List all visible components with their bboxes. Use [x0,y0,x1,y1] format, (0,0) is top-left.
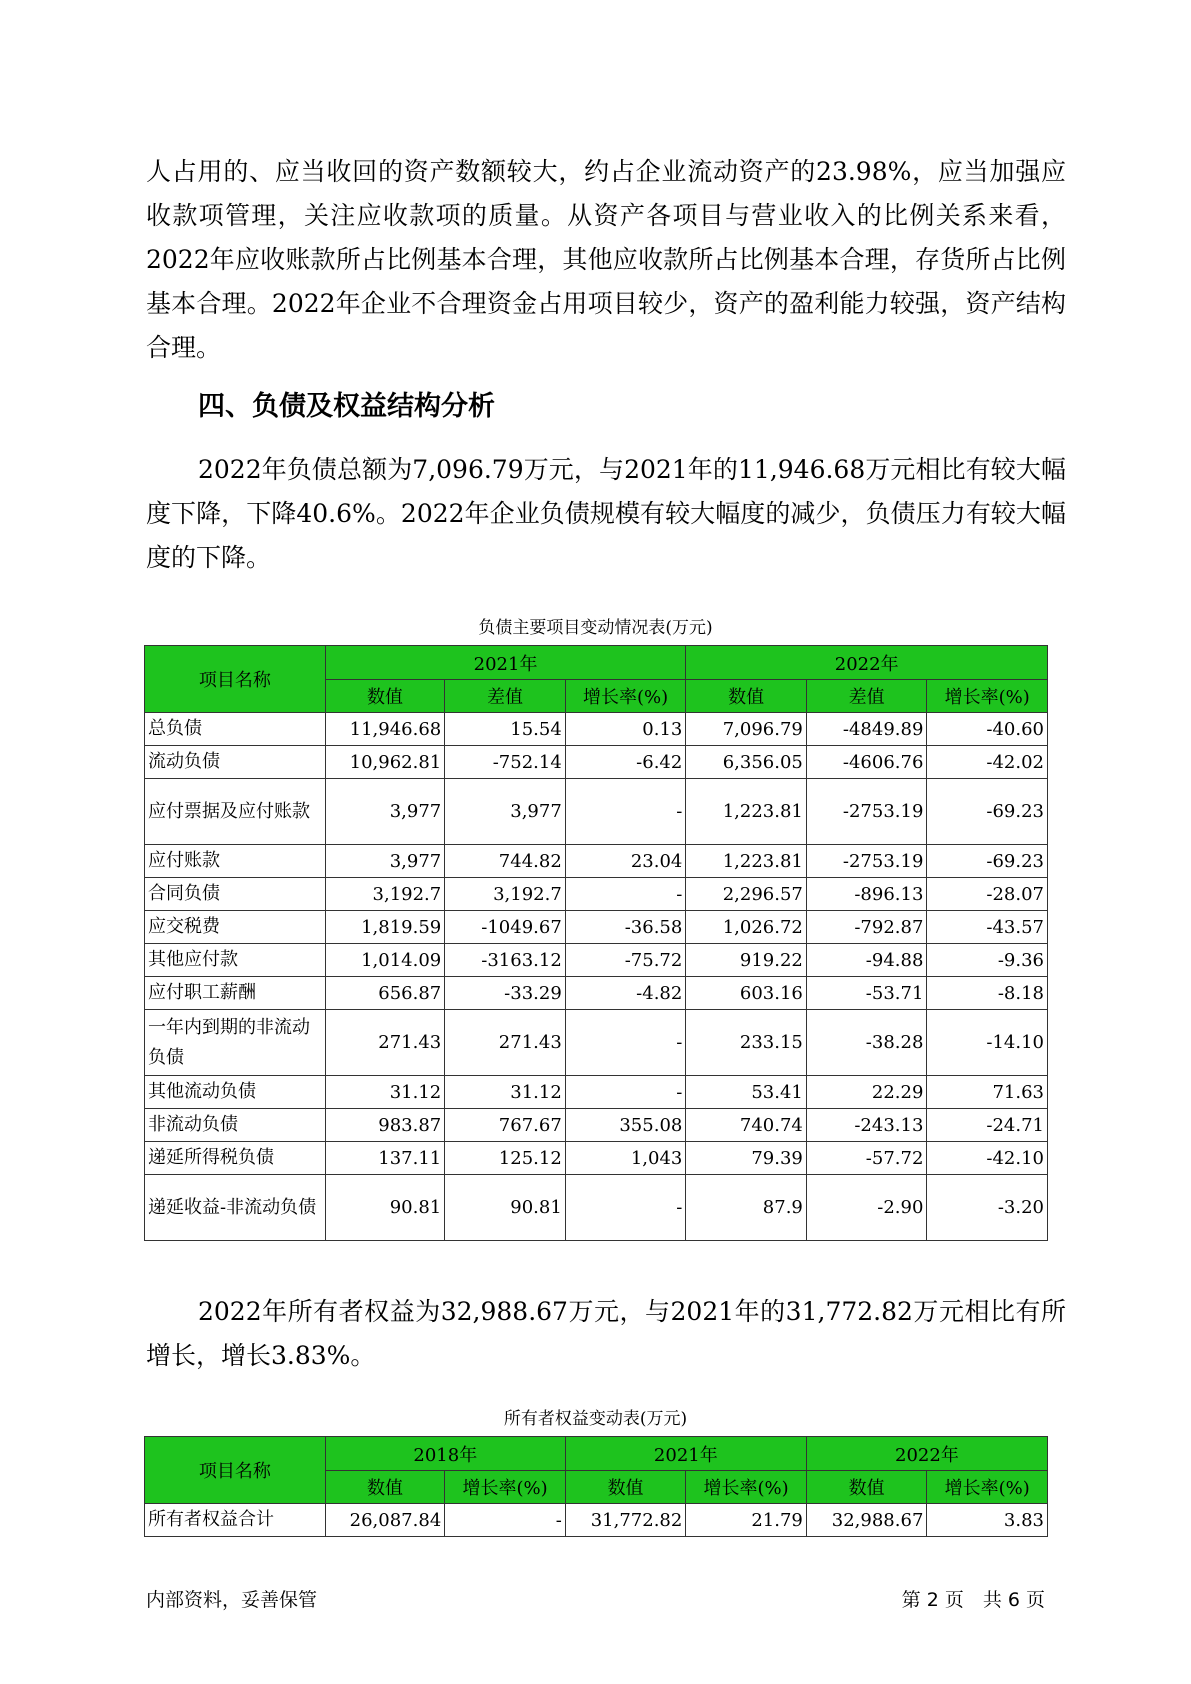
table-cell: -24.71 [927,1109,1048,1142]
table-cell: 6,356.05 [686,746,807,779]
liabilities-table [144,645,1048,1241]
row-label: 其他应付款 [145,944,326,977]
table-cell: 271.43 [445,1010,566,1076]
table-row [145,713,1048,746]
table-cell: 32,988.67 [806,1504,927,1537]
table-cell: -4849.89 [806,713,927,746]
table-cell: 3,977 [325,779,444,845]
subheader-value: 数值 [806,1471,927,1504]
table-row [145,746,1048,779]
subheader-value: 数值 [686,680,807,713]
header-item-name: 项目名称 [145,1437,326,1504]
table-cell: - [445,1504,566,1537]
row-label: 应付票据及应付账款 [145,779,326,845]
table-cell: -42.10 [927,1142,1048,1175]
table-cell: -69.23 [927,779,1048,845]
table-cell: -896.13 [806,878,927,911]
row-label: 合同负债 [145,878,326,911]
row-label: 所有者权益合计 [145,1504,326,1537]
table-cell: 31.12 [325,1076,444,1109]
table-cell: -43.57 [927,911,1048,944]
subheader-diff: 差值 [806,680,927,713]
table-row [145,977,1048,1010]
table-cell: 1,043 [565,1142,686,1175]
table-row [145,1076,1048,1109]
table-cell: 23.04 [565,845,686,878]
table-cell: 31,772.82 [565,1504,686,1537]
table-cell: -1049.67 [445,911,566,944]
table-cell: 21.79 [686,1504,807,1537]
table-cell: 125.12 [445,1142,566,1175]
table-cell: 90.81 [445,1175,566,1241]
table-cell: 26,087.84 [325,1504,444,1537]
table-cell: -2753.19 [806,779,927,845]
table-cell: 744.82 [445,845,566,878]
table-cell: 53.41 [686,1076,807,1109]
table-cell: -33.29 [445,977,566,1010]
table-cell: 0.13 [565,713,686,746]
paragraph-equity: 2022年所有者权益为32,988.67万元，与2021年的31,772.82万元相比有所增长，增长3.83%。 [146,1297,1066,1370]
header-year: 2021年 [565,1437,806,1471]
table-cell: 919.22 [686,944,807,977]
table-cell: 1,026.72 [686,911,807,944]
table-cell: 603.16 [686,977,807,1010]
table-cell: 271.43 [325,1010,444,1076]
section-heading: 四、负债及权益结构分析 [198,391,495,422]
subheader-growth: 增长率(%) [565,680,686,713]
table-cell: -3.20 [927,1175,1048,1241]
table-cell: 355.08 [565,1109,686,1142]
table-row [145,1175,1048,1241]
subheader-growth: 增长率(%) [686,1471,807,1504]
table-cell: -57.72 [806,1142,927,1175]
table-row [145,1504,1048,1537]
table-cell: -2753.19 [806,845,927,878]
row-label: 总负债 [145,713,326,746]
table-cell: 15.54 [445,713,566,746]
table-cell: -14.10 [927,1010,1048,1076]
row-label: 一年内到期的非流动负债 [145,1010,326,1076]
footer-page-number: 第 2 页 共 6 页 [901,1589,1045,1611]
table-cell: -2.90 [806,1175,927,1241]
row-label: 其他流动负债 [145,1076,326,1109]
row-label: 非流动负债 [145,1109,326,1142]
subheader-value: 数值 [325,680,444,713]
table-cell: -4606.76 [806,746,927,779]
table-row [145,845,1048,878]
header-year: 2018年 [325,1437,565,1471]
table-cell: -75.72 [565,944,686,977]
table-cell: 31.12 [445,1076,566,1109]
table-cell: 983.87 [325,1109,444,1142]
paragraph-asset-structure: 人占用的、应当收回的资产数额较大，约占企业流动资产的23.98%，应当加强应收款项管理，关注应收款项的质量。从资产各项目与营业收入的比例关系来看，2022年应收账款所占比例基本合理，其他应收款所占比例基本合理，存货所占比例基本合理。2022年企业不合理资金占用项目较少，资产的盈利能力较强，资产结构合理。 [146,157,1066,362]
table-cell: 137.11 [325,1142,444,1175]
row-label: 应付账款 [145,845,326,878]
table-cell: 1,223.81 [686,779,807,845]
table-cell: 7,096.79 [686,713,807,746]
header-item-name: 项目名称 [145,646,326,713]
table-cell: - [565,779,686,845]
row-label: 应付职工薪酬 [145,977,326,1010]
header-year: 2022年 [806,1437,1047,1471]
table-row [145,779,1048,845]
table-cell: 1,819.59 [325,911,444,944]
table-cell: 2,296.57 [686,878,807,911]
table-cell: -38.28 [806,1010,927,1076]
table-cell: 3,977 [445,779,566,845]
table-row [145,911,1048,944]
subheader-diff: 差值 [445,680,566,713]
table-row [145,1142,1048,1175]
table-cell: -243.13 [806,1109,927,1142]
footer-confidential-note: 内部资料，妥善保管 [146,1589,318,1611]
table-cell: 1,223.81 [686,845,807,878]
table-cell: 87.9 [686,1175,807,1241]
table-cell: -4.82 [565,977,686,1010]
table-cell: -42.02 [927,746,1048,779]
table-cell: 10,962.81 [325,746,444,779]
table-cell: -94.88 [806,944,927,977]
table-cell: 11,946.68 [325,713,444,746]
table-cell: 79.39 [686,1142,807,1175]
subheader-growth: 增长率(%) [927,680,1048,713]
table-cell: -3163.12 [445,944,566,977]
table-row [145,944,1048,977]
table-cell: 740.74 [686,1109,807,1142]
table-cell: - [565,1076,686,1109]
table-cell: -28.07 [927,878,1048,911]
table-cell: -792.87 [806,911,927,944]
subheader-value: 数值 [565,1471,686,1504]
row-label: 流动负债 [145,746,326,779]
table-cell: 3,977 [325,845,444,878]
table-cell: 90.81 [325,1175,444,1241]
table-caption-liabilities: 负债主要项目变动情况表(万元) [478,618,713,638]
table-cell: 3.83 [927,1504,1048,1537]
table-cell: - [565,1010,686,1076]
header-year: 2021年 [325,646,686,680]
table-cell: 3,192.7 [445,878,566,911]
table-cell: 3,192.7 [325,878,444,911]
table-cell: -40.60 [927,713,1048,746]
table-cell: - [565,1175,686,1241]
subheader-growth: 增长率(%) [927,1471,1048,1504]
paragraph-liabilities: 2022年负债总额为7,096.79万元，与2021年的11,946.68万元相比有较大幅度下降，下降40.6%。2022年企业负债规模有较大幅度的减少，负债压力有较大幅度的下降。 [146,455,1066,572]
row-label: 应交税费 [145,911,326,944]
table-cell: 71.63 [927,1076,1048,1109]
table-cell: -8.18 [927,977,1048,1010]
table-cell: -752.14 [445,746,566,779]
table-cell: 656.87 [325,977,444,1010]
table-cell: 233.15 [686,1010,807,1076]
table-cell: - [565,878,686,911]
table-caption-equity: 所有者权益变动表(万元) [503,1409,688,1429]
header-year: 2022年 [686,646,1048,680]
equity-table [144,1436,1048,1537]
table-cell: 1,014.09 [325,944,444,977]
subheader-value: 数值 [325,1471,444,1504]
table-row [145,1109,1048,1142]
table-cell: -6.42 [565,746,686,779]
table-cell: -9.36 [927,944,1048,977]
table-cell: 767.67 [445,1109,566,1142]
table-cell: -69.23 [927,845,1048,878]
table-cell: -53.71 [806,977,927,1010]
row-label: 递延所得税负债 [145,1142,326,1175]
table-cell: 22.29 [806,1076,927,1109]
table-cell: -36.58 [565,911,686,944]
table-row [145,1010,1048,1076]
table-row [145,878,1048,911]
row-label: 递延收益-非流动负债 [145,1175,326,1241]
subheader-growth: 增长率(%) [445,1471,566,1504]
